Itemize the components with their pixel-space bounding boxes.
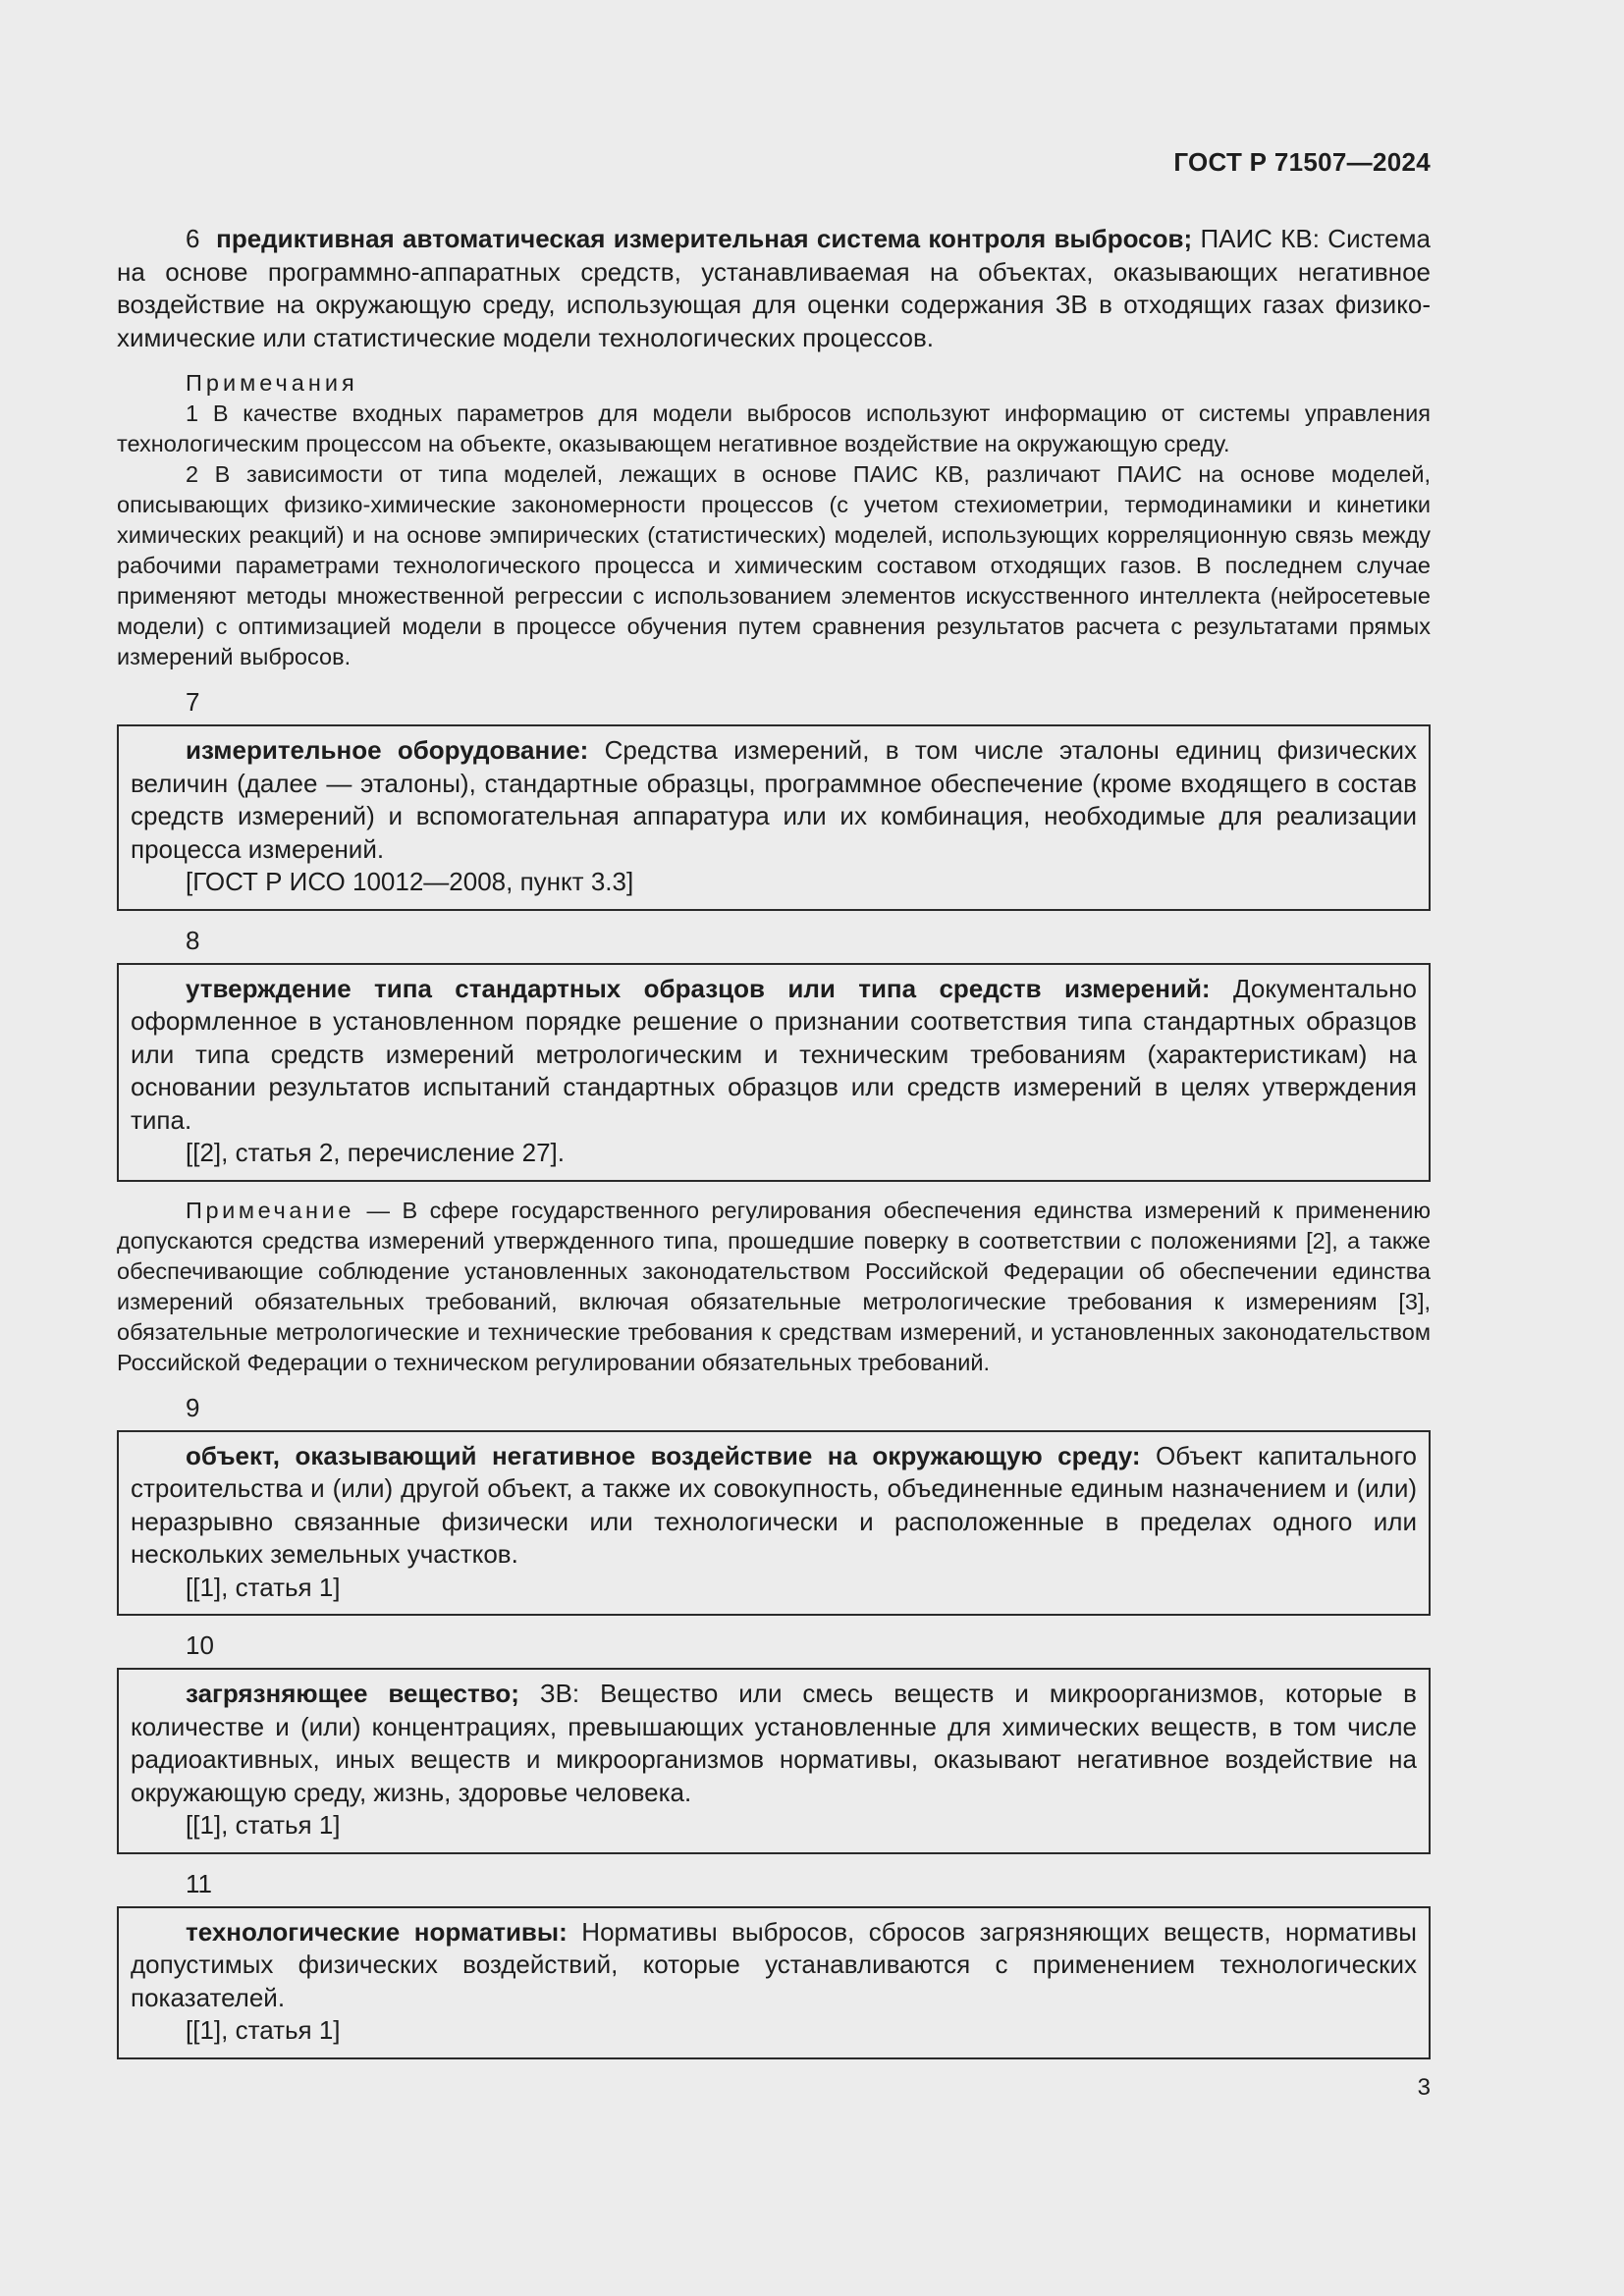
note-item-2: 2 В зависимости от типа моделей, лежащих в основе ПАИС КВ, различают ПАИС на основе моделей, описывающих физико-химические закономерности процессов (с учетом стехиометрии, термодинамики и кинетики химических реакций) и на основе эмпирических (статистических) моделей, использующих корреляционную связь между рабочими параметрами технологического процесса и химическим составом отходящих газов. В последнем случае применяют методы множественной регрессии с использованием элементов искусственного интеллекта (нейросетевые модели) с оптимизацией модели в процессе обучения путем сравнения результатов расчета с результатами прямых измерений выбросов.: [117, 461, 1431, 670]
term-10-term: загрязняющее вещество;: [186, 1679, 519, 1709]
term-10-source: [[1], статья 1]: [186, 1810, 341, 1841]
term-7-term: измерительное оборудование:: [186, 735, 589, 766]
term-8-number: 8: [186, 925, 200, 955]
note-text: — В сфере государственного регулирования обеспечения единства измерений к применению допускаются средства измерений утвержденного типа, прошедшие поверку в соответствии с положениями [2], а также обеспечивающие соблюдение установленных законодательством Российской Федерации об обеспечении единства измерений обязательных требований, включая обязательные метрологические требования к измерениям [3], обязательные метрологические и технические требования к средствам измерений, и установленных законодательством Российской Федерации о техническом регулировании обязательных требований.: [117, 1197, 1431, 1375]
term-6-term: предиктивная автоматическая измерительная система контроля выбросов;: [216, 224, 1193, 253]
term-11-definition: Нормативы выбросов, сбросов загрязняющих веществ, нормативы допустимых физических воздействий, которые устанавливаются с применением технологических показателей.: [131, 1916, 1417, 2012]
term-10-definition: ЗВ: Вещество или смесь веществ и микроорганизмов, которые в количестве и (или) концентрациях, превышающих установленные для химических веществ, в том числе радиоактивных, иных веществ и микроорганизмов нормативы, оказывают негативное воздействие на окружающую среду, жизнь, здоровье человека.: [131, 1679, 1417, 1807]
term-6-notes: [117, 368, 1431, 672]
term-9-definition: Объект капитального строительства и (или) другой объект, а также их совокупность, объединенные единым назначением и (или) неразрывно связанные физически или технологически и расположенные в пределах одного или нескольких земельных участков.: [131, 1440, 1417, 1570]
term-11-term: технологические нормативы:: [186, 1916, 568, 1947]
term-9-source: [[1], статья 1]: [186, 1572, 341, 1602]
term-6-definition: ПАИС КВ: Система на основе программно-аппаратных средств, устанавливаемая на объектах, оказывающих негативное воздействие на окружающую среду, использующая для оценки содержания ЗВ в отходящих газах физико-химические или статистические модели технологических процессов.: [117, 224, 1432, 352]
term-9-term: объект, оказывающий негативное воздействие на окружающую среду:: [186, 1440, 1141, 1470]
term-6-paragraph: [117, 223, 1431, 354]
term-8-term: утверждение типа стандартных образцов или типа средств измерений:: [186, 973, 1211, 1003]
term-11-source: [[1], статья 1]: [186, 2015, 341, 2046]
term-6-number: 6: [186, 224, 200, 253]
term-9-number: 9: [186, 1392, 200, 1422]
term-11-box: [117, 1906, 1431, 2059]
page-number: 3: [1417, 2074, 1431, 2101]
term-10-box: [117, 1668, 1431, 1854]
note-item-1: 1 В качестве входных параметров для модели выбросов используют информацию от системы управления технологическим процессом на объекте, оказывающем негативное воздействие на окружающую среду.: [117, 400, 1431, 457]
page-content: [117, 223, 1431, 2059]
term-7-box: [117, 724, 1431, 911]
note-label: Примечание: [186, 1197, 355, 1223]
term-7-number: 7: [186, 687, 200, 718]
term-10-number: 10: [186, 1630, 214, 1661]
term-11-number: 11: [186, 1868, 212, 1898]
term-7-source: [ГОСТ Р ИСО 10012—2008, пункт 3.3]: [186, 867, 634, 897]
term-9-box: [117, 1430, 1431, 1617]
notes-title: Примечания: [186, 370, 358, 397]
term-7-definition: Средства измерений, в том числе эталоны единиц физических величин (далее — эталоны), стандартные образцы, программное обеспечение (кроме входящего в состав средств измерений) и вспомогательная аппаратура или их комбинация, необходимые для реализации процесса измерений.: [131, 735, 1417, 864]
document-id: ГОСТ Р 71507—2024: [1173, 147, 1431, 177]
term-8-source: [[2], статья 2, перечисление 27].: [186, 1138, 565, 1168]
term-8-note: [117, 1196, 1431, 1378]
term-8-definition: Документально оформленное в установленном порядке решение о признании соответствия типа стандартных образцов или типа средств измерений метрологическим и техническим требованиям (характеристикам) на основании результатов испытаний стандартных образцов или средств измерений в целях утверждения типа.: [131, 973, 1417, 1135]
term-8-box: [117, 963, 1431, 1182]
